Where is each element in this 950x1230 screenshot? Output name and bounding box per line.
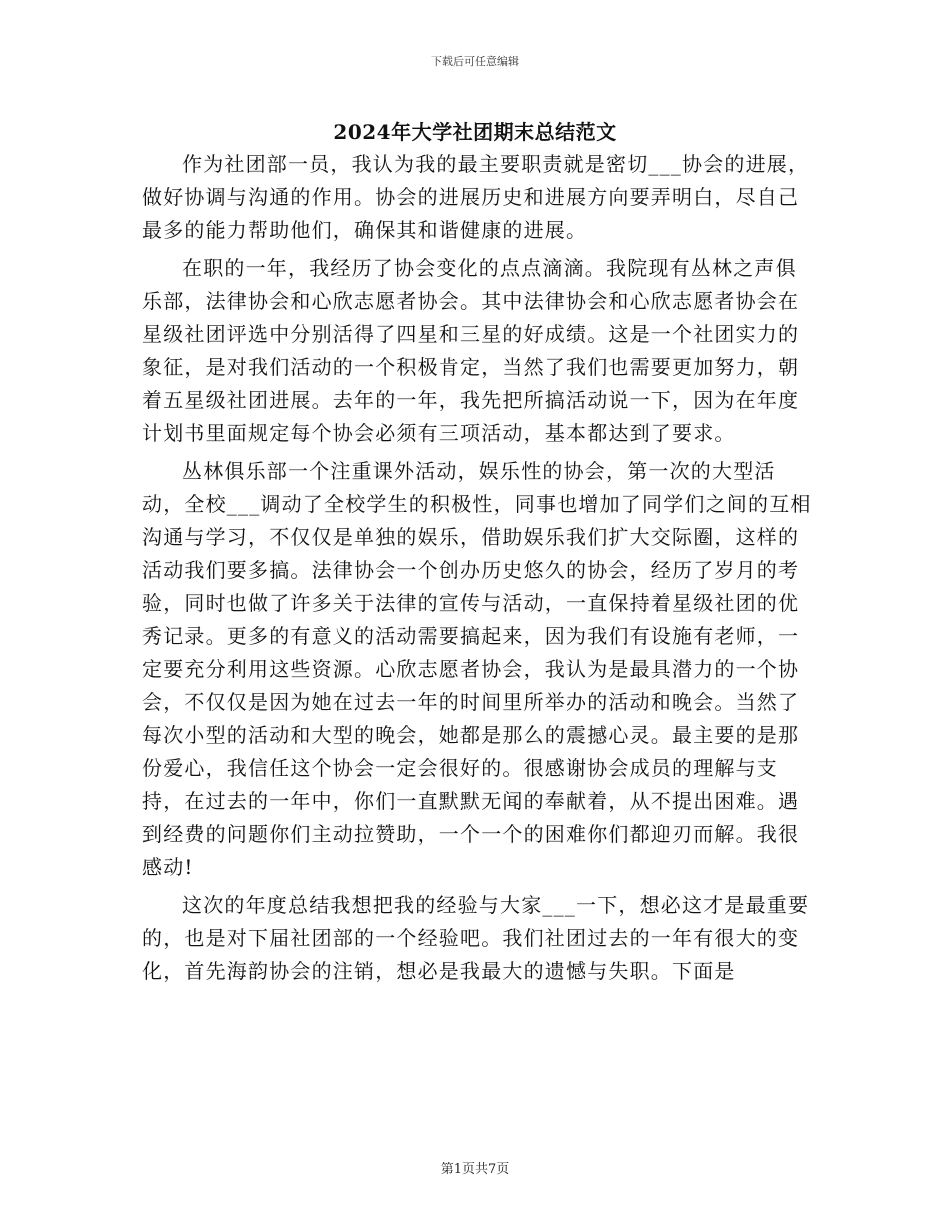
paragraph-2: 在职的一年，我经历了协会变化的点点滴滴。我院现有丛林之声俱乐部，法律协会和心欣志愿者协会。其中法律协会和心欣志愿者协会在星级社团评选中分别活得了四星和三星的好成绩。这是一个社团实力的象征，是对我们活动的一个积极肯定，当然了我们也需要更加努力，朝着五星级社团进展。去年的一年，我先把所搞活动说一下，因为在年度计划书里面规定每个协会必须有三项活动，基本都达到了要求。	[142, 256, 800, 445]
document-title: 2024年大学社团期末总结范文	[333, 120, 617, 144]
page-number: 第1页共7页	[440, 1162, 510, 1177]
paragraph-4: 这次的年度总结我想把我的经验与大家___一下，想必这才是最重要的，也是对下届社团部的一个经验吧。我们社团过去的一年有很大的变化，首先海韵协会的注销，想必是我最大的遗憾与失职。下面是	[142, 893, 810, 983]
document-body	[142, 148, 814, 993]
paragraph-3: 丛林俱乐部一个注重课外活动，娱乐性的协会，第一次的大型活动，全校___调动了全校学生的积极性，同事也增加了同学们之间的互相沟通与学习，不仅仅是单独的娱乐，借助娱乐我们扩大交际圈，这样的活动我们要多搞。法律协会一个创办历史悠久的协会，经历了岁月的考验，同时也做了许多关于法律的宣传与活动，一直保持着星级社团的优秀记录。更多的有意义的活动需要搞起来，因为我们有设施有老师，一定要充分利用这些资源。心欣志愿者协会，我认为是最具潜力的一个协会，不仅仅是因为她在过去一年的时间里所举办的活动和晚会。当然了每次小型的活动和大型的晚会，她都是那么的震撼心灵。最主要的是那份爱心，我信任这个协会一定会很好的。很感谢协会成员的理解与支持，在过去的一年中，你们一直默默无闻的奉献着，从不提出困难。遇到经费的问题你们主动拉赞助，一个一个的困难你们都迎刃而解。我很感动!	[142, 459, 812, 879]
paragraph-1: 作为社团部一员，我认为我的最主要职责就是密切___协会的进展，做好协调与沟通的作用。协会的进展历史和进展方向要弄明白，尽自己最多的能力帮助他们，确保其和谐健康的进展。	[142, 152, 810, 242]
header-note: 下载后可任意编辑	[431, 55, 519, 68]
